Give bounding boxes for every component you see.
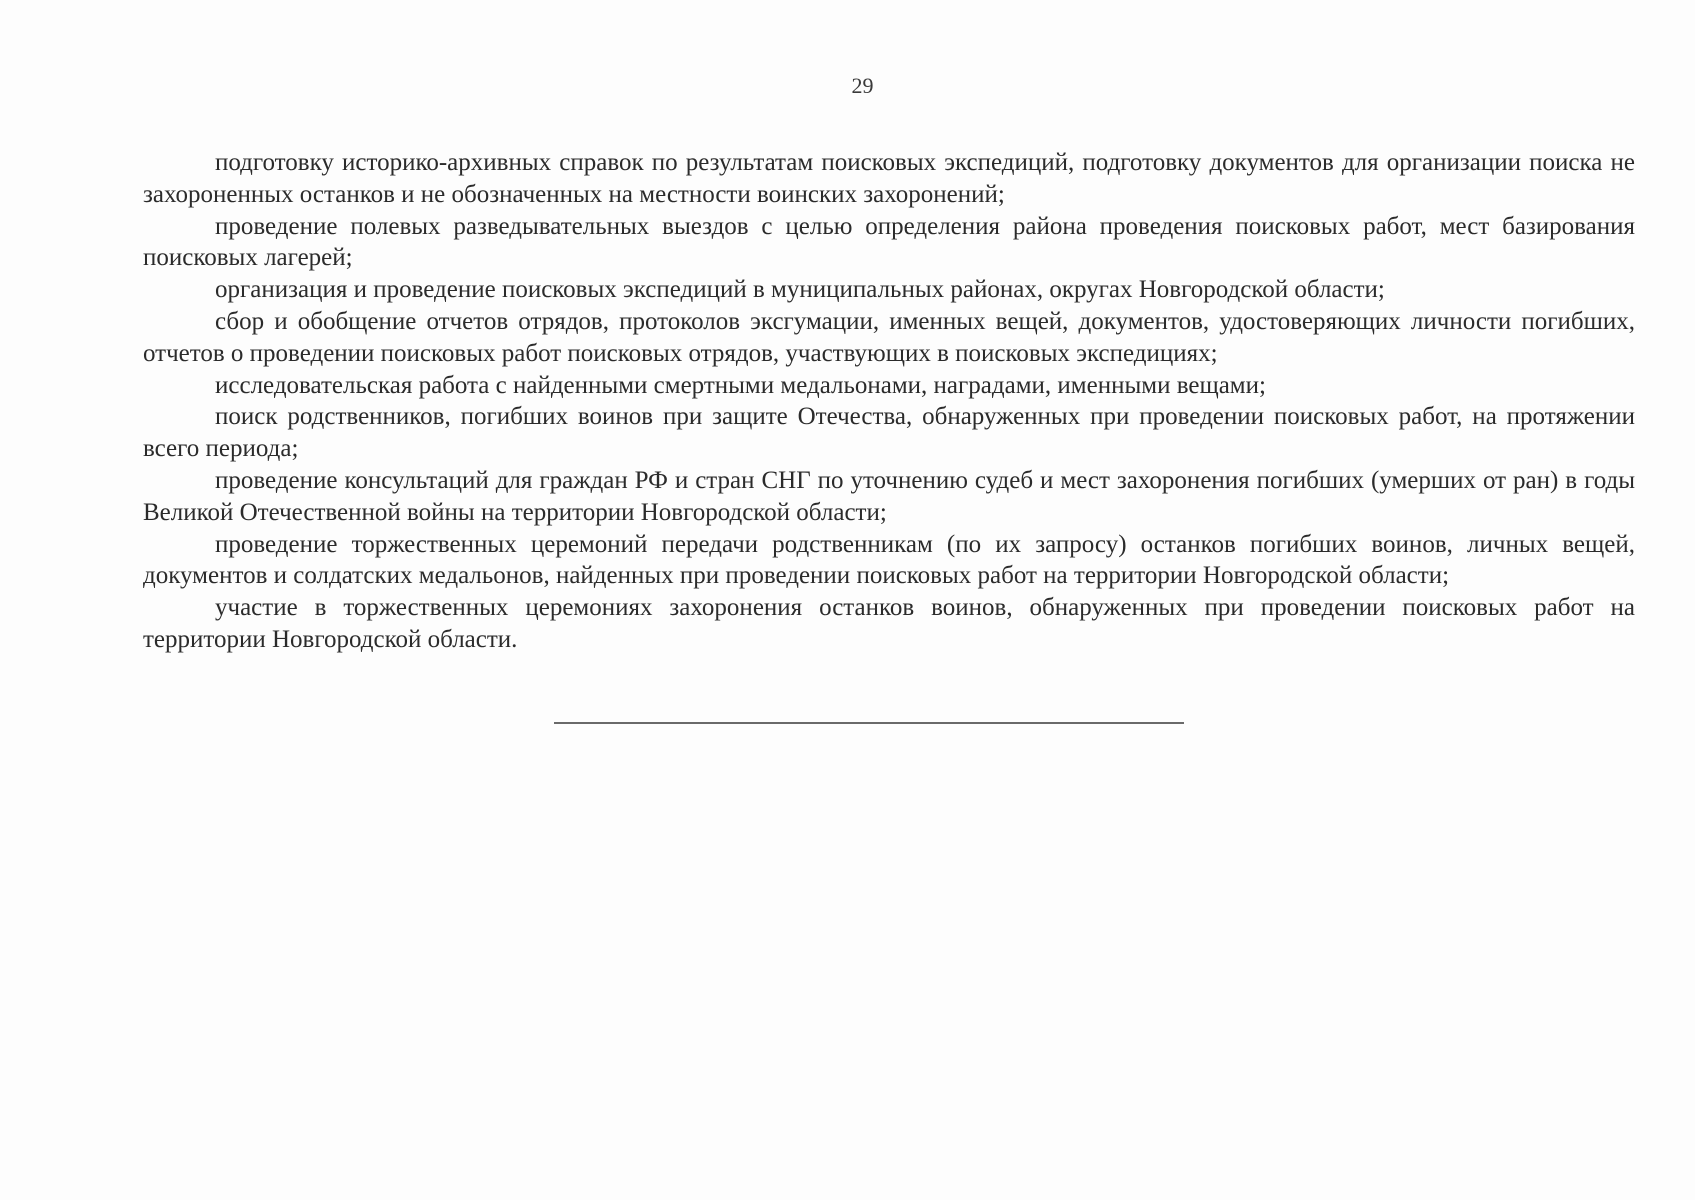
paragraph-research-work: исследовательская работа с найденными смертными медальонами, наградами, именными вещами; [215, 371, 1266, 399]
document-body [143, 147, 1635, 656]
paragraph-relatives-search: поиск родственников, погибших воинов при защите Отечества, обнаруженных при проведении поисковых работ, на протяжении всего периода; [143, 403, 1635, 463]
closing-divider-line [554, 722, 1184, 724]
paragraph-expeditions: организация и проведение поисковых экспедиций в муниципальных районах, округах Новгородской области; [215, 276, 1385, 304]
paragraph-field-trips: проведение полевых разведывательных выездов с целью определения района проведения поисковых работ, мест базирования поисковых лагерей; [143, 212, 1635, 272]
paragraph-consultations: проведение консультаций для граждан РФ и стран СНГ по уточнению судеб и мест захоронения погибших (умерших от ран) в годы Великой Отечественной войны на территории Новгородской области; [143, 466, 1635, 526]
paragraph-transfer-ceremonies: проведение торжественных церемоний передачи родственникам (по их запросу) останков погибших воинов, личных вещей, документов и солдатских медальонов, найденных при проведении поисковых работ на территории Новгородской области; [143, 530, 1635, 590]
page-number: 29 [851, 73, 874, 98]
paragraph-burial-ceremonies: участие в торжественных церемониях захоронения останков воинов, обнаруженных при проведении поисковых работ на территории Новгородской области. [143, 594, 1635, 653]
paragraph-reports-collection: сбор и обобщение отчетов отрядов, протоколов эксгумации, именных вещей, документов, удостоверяющих личности погибших, отчетов о проведении поисковых работ поисковых отрядов, участвующих в поисковых экспедициях; [143, 307, 1635, 367]
paragraph-archival-references: подготовку историко-архивных справок по результатам поисковых экспедиций, подготовку документов для организации поиска не захороненных останков и не обозначенных на местности воинских захоронений; [143, 149, 1635, 208]
